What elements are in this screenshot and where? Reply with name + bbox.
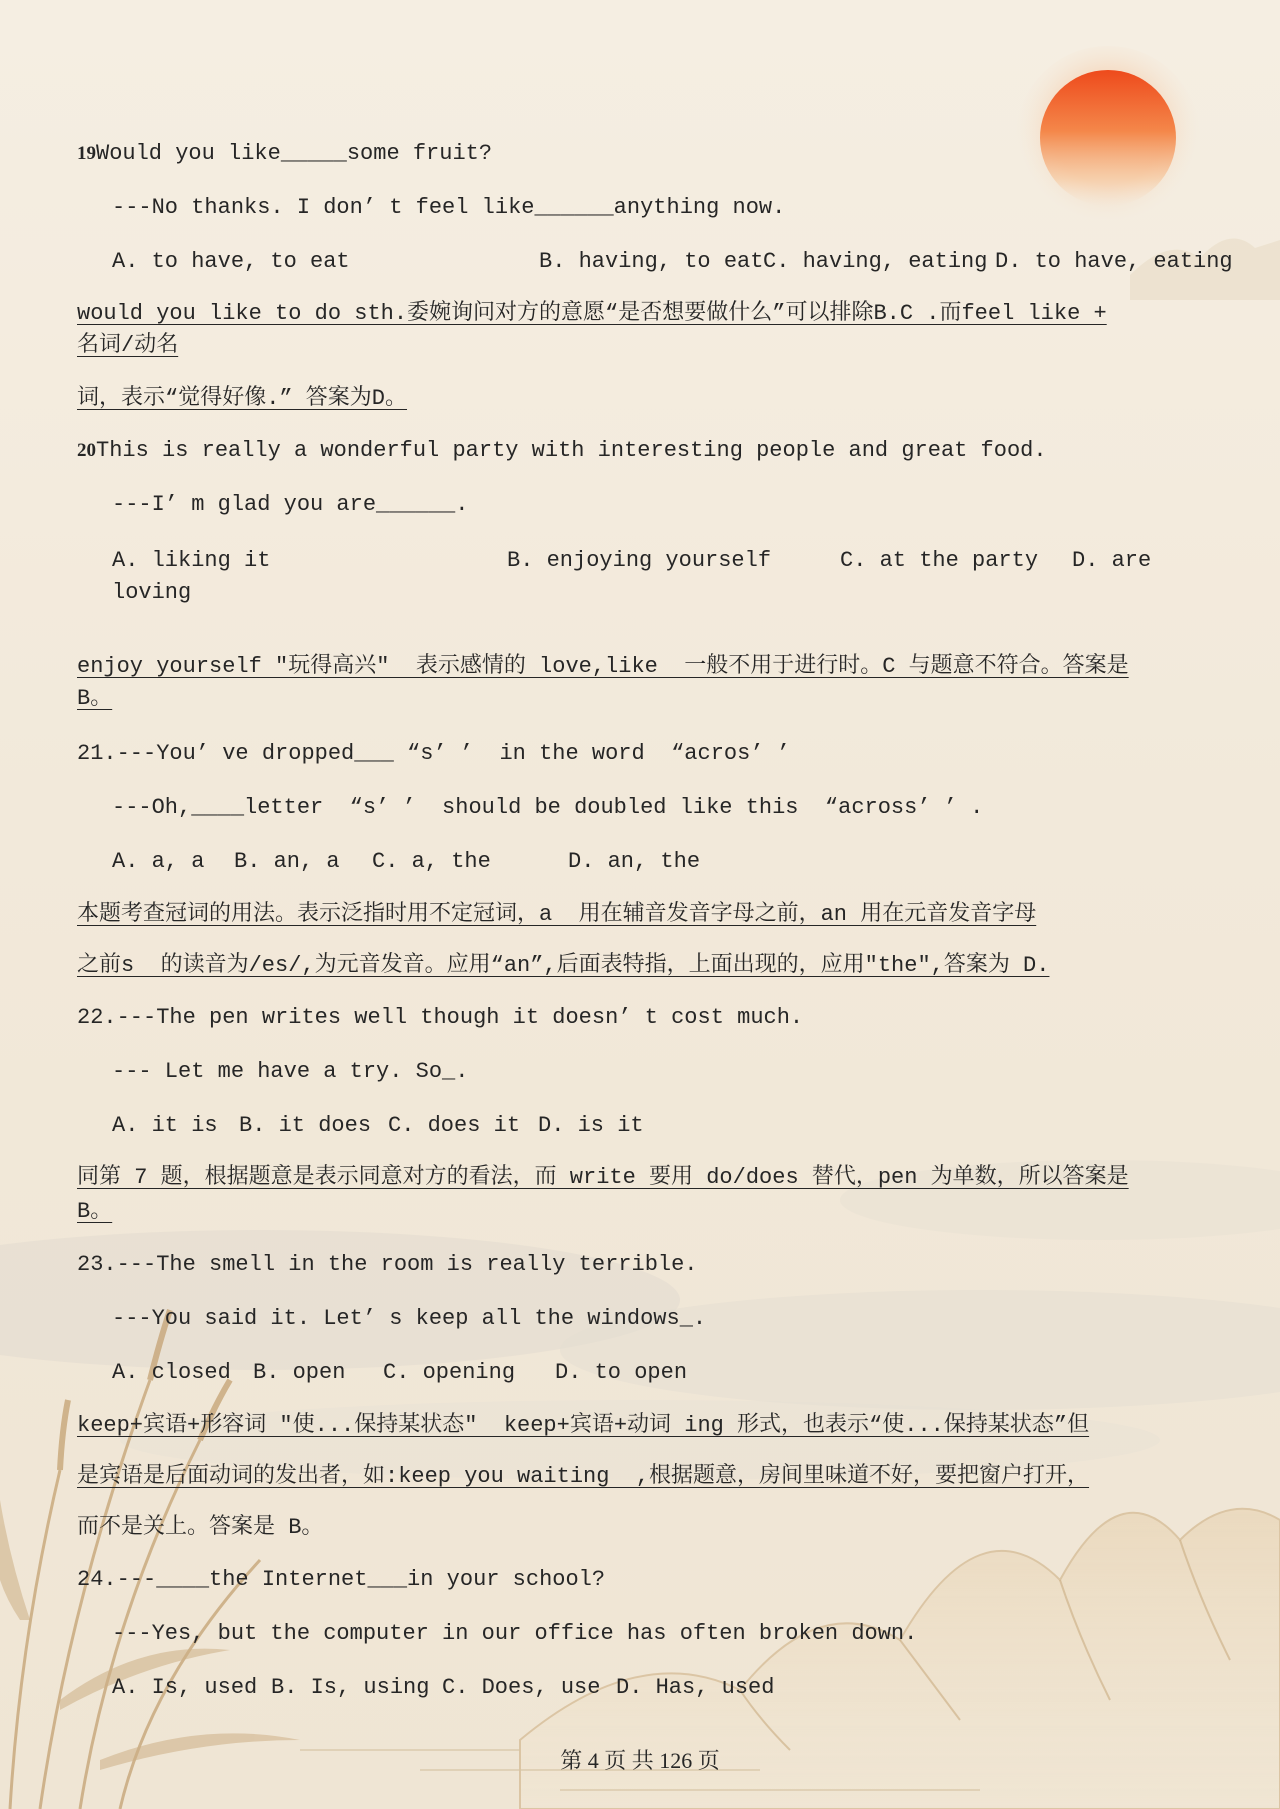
question-23-analysis-line-2: 是宾语是后面动词的发出者，如:keep you waiting ,根据题意，房间里味道不好，要把窗户打开， — [77, 1464, 1090, 1489]
question-24-options — [0, 1674, 1280, 1702]
question-19-reply: ---No thanks. I don’ t feel like______anything now. — [112, 195, 786, 220]
option-c: C. having, eating — [763, 249, 988, 274]
option-d: D. Has, used — [616, 1675, 775, 1700]
option-d: D. to have, eating — [995, 249, 1233, 274]
question-21-stem — [77, 740, 790, 768]
option-d: D. to open — [555, 1360, 688, 1385]
option-b: B. it does — [239, 1113, 372, 1138]
option-d: D. an, the — [568, 849, 701, 874]
question-stem-text: This is really a wonderful party with interesting people and great food. — [96, 438, 1047, 463]
option-b: B. Is, using — [271, 1675, 430, 1700]
option-b: B. an, a — [234, 849, 340, 874]
question-24-stem — [77, 1566, 605, 1594]
question-20-reply: ---I’ m glad you are______. — [112, 492, 469, 517]
option-a: A. a, a — [112, 849, 205, 874]
option-a: A. closed — [112, 1360, 231, 1385]
question-number: 20 — [77, 440, 96, 461]
question-number: 24. — [77, 1567, 117, 1592]
question-number: 21. — [77, 741, 117, 766]
option-c: C. does it — [388, 1113, 521, 1138]
question-19-options — [0, 248, 1280, 276]
option-a: A. Is, used — [112, 1675, 258, 1700]
question-21-analysis-line-2: 之前s 的读音为/es/,为元音发音。应用“an”,后面表特指，上面出现的，应用"the",答案为 D. — [77, 953, 1050, 978]
question-20-analysis-line-2: B。 — [77, 686, 113, 711]
question-21-reply: ---Oh,____letter “s’ ’ should be doubled like this “across’ ’ . — [112, 795, 984, 820]
question-23-analysis-line-3: 而不是关上。答案是 B。 — [77, 1515, 324, 1540]
question-23-reply: ---You said it. Let’ s keep all the windows_. — [112, 1306, 707, 1331]
question-stem-text: ---The smell in the room is really terrible. — [116, 1252, 698, 1277]
question-stem-text: ---You’ ve dropped___ “s’ ’ in the word “acros’ ’ — [116, 741, 790, 766]
question-23-options — [0, 1359, 1280, 1387]
question-22-options — [0, 1112, 1280, 1140]
question-20-analysis-line-1: enjoy yourself "玩得高兴" 表示感情的 love,like 一般不用于进行时。C 与题意不符合。答案是 — [77, 654, 1129, 679]
question-19-stem — [77, 140, 492, 168]
option-c: C. Does, use — [442, 1675, 601, 1700]
question-19-analysis-line-1: would you like to do sth.委婉询问对方的意愿“是否想要做什么”可以排除B.C .而feel like + — [77, 301, 1107, 326]
question-22-stem — [77, 1004, 803, 1032]
question-number: 23. — [77, 1252, 117, 1277]
question-23-analysis-line-1: keep+宾语+形容词 "使...保持某状态" keep+宾语+动词 ing 形式，也表示“使...保持某状态”但 — [77, 1413, 1090, 1438]
sun-disc — [1040, 70, 1176, 206]
question-22-analysis-line-2: B。 — [77, 1199, 113, 1224]
question-19-analysis-line-2: 名词/动名 — [77, 333, 179, 358]
question-stem-text: Would you like_____some fruit? — [96, 141, 493, 166]
question-stem-text: ---____the Internet___in your school? — [116, 1567, 606, 1592]
question-number: 19 — [77, 143, 96, 164]
question-22-reply: --- Let me have a try. So_. — [112, 1059, 469, 1084]
option-d: D. is it — [538, 1113, 644, 1138]
question-19-analysis-line-3: 词，表示“觉得好像.” 答案为D。 — [77, 386, 408, 411]
question-22-analysis-line-1: 同第 7 题，根据题意是表示同意对方的看法，而 write 要用 do/does 替代，pen 为单数，所以答案是 — [77, 1165, 1129, 1190]
option-b: B. open — [253, 1360, 346, 1385]
question-20-stem — [77, 437, 1047, 465]
option-c: C. at the party — [840, 548, 1039, 573]
option-a: A. liking it — [112, 548, 271, 573]
option-d: D. are — [1072, 548, 1152, 573]
question-24-reply: ---Yes, but the computer in our office has often broken down. — [112, 1621, 918, 1646]
question-number: 22. — [77, 1005, 117, 1030]
option-a: A. it is — [112, 1113, 218, 1138]
question-21-analysis-line-1: 本题考查冠词的用法。表示泛指时用不定冠词，a 用在辅音发音字母之前，an 用在元音发音字母 — [77, 902, 1037, 927]
option-b: B. having, to eat — [539, 249, 764, 274]
question-stem-text: ---The pen writes well though it doesn’ t cost much. — [116, 1005, 804, 1030]
option-c: C. a, the — [372, 849, 491, 874]
option-d-continuation: loving — [112, 580, 192, 605]
question-20-options — [0, 547, 1280, 575]
question-21-options — [0, 848, 1280, 876]
option-c: C. opening — [383, 1360, 516, 1385]
page-number-footer: 第 4 页 共 126 页 — [560, 1748, 720, 1773]
question-23-stem — [77, 1251, 698, 1279]
option-a: A. to have, to eat — [112, 249, 350, 274]
option-b: B. enjoying yourself — [507, 548, 772, 573]
